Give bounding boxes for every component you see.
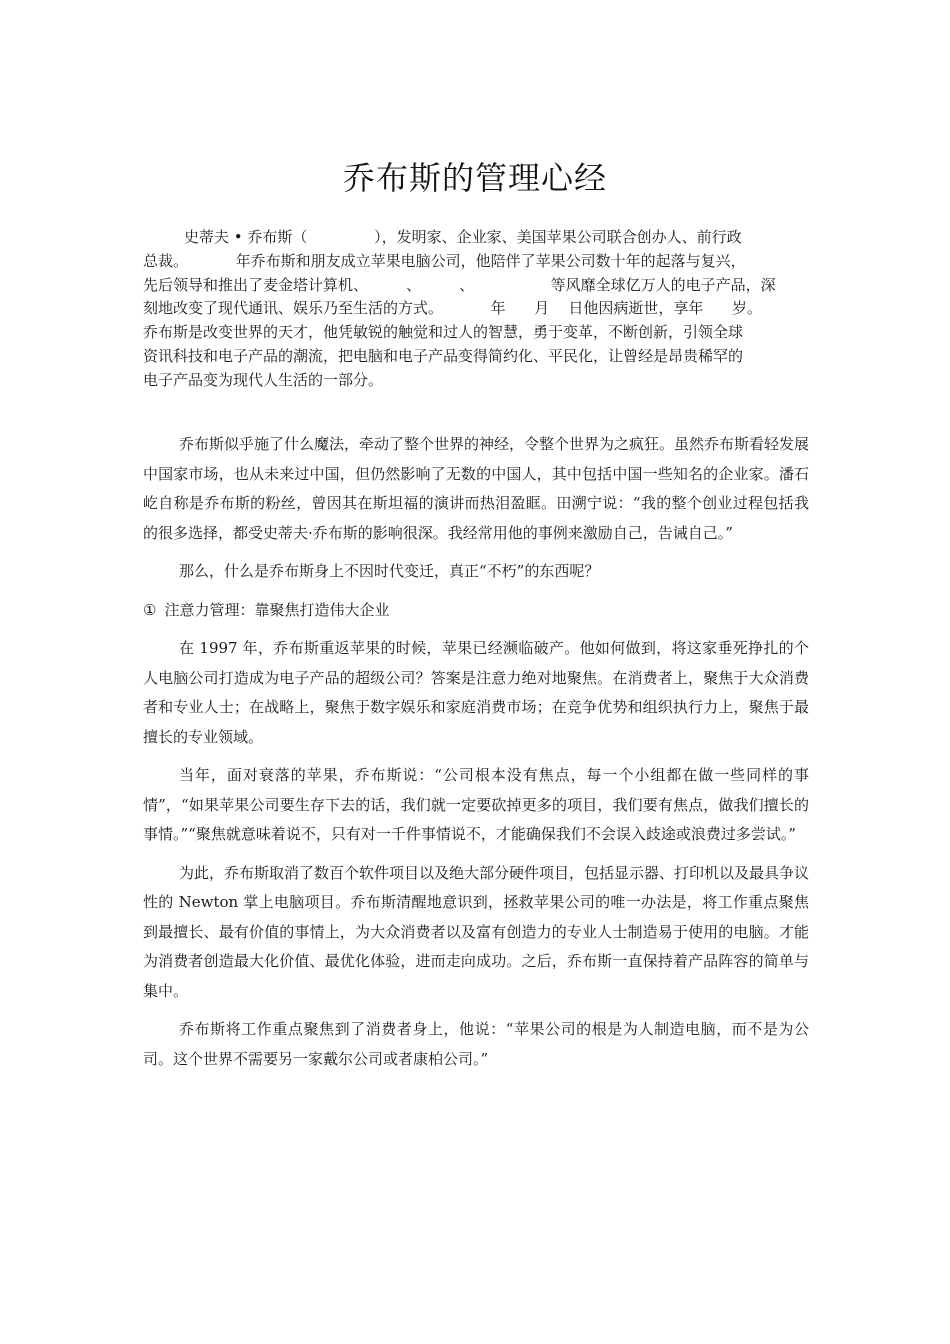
paragraph-quote: 当年，面对衰落的苹果，乔布斯说：“公司根本没有焦点，每一个小组都在做一些同样的事情”，“如果苹果公司要生存下去的话，我们就一定要砍掉更多的项目，我们要有焦点，做我们擅长的事情。”“聚焦就意味着说不，只有对一千件事情说不，才能确保我们不会误入歧途或浪费过多尝试。”: [143, 766, 809, 843]
page-title: 乔布斯的管理心经: [342, 159, 607, 198]
intro-line: 刻地改变了现代通讯、娱乐乃至生活的方式。 年 月 日他因病逝世，享年 岁。: [143, 299, 762, 318]
paragraph-question: 那么，什么是乔布斯身上不因时代变迁，真正“不朽”的东西呢？: [179, 562, 600, 580]
section-heading: [143, 596, 809, 626]
article-body: [143, 430, 809, 1083]
intro-line: 先后领导和推出了麦金塔计算机、 、 、 等风靡全球亿万人的电子产品，深: [143, 275, 776, 294]
intro-paragraph: [143, 226, 809, 393]
intro-line: 乔布斯是改变世界的天才，他凭敏锐的触觉和过人的智慧，勇于变革，不断创新，引领全球: [143, 323, 744, 342]
intro-line: 史蒂夫 • 乔布斯（ ），发明家、企业家、美国苹果公司联合创办人、前行政: [184, 228, 742, 246]
paragraph-cancel-projects: 为此，乔布斯取消了数百个软件项目以及绝大部分硬件项目，包括显示器、打印机以及最具争议性的 Newton 掌上电脑项目。乔布斯清醒地意识到，拯救苹果公司的唯一办法是，将工作重点聚焦到最擅长、最有价值的事情上，为大众消费者以及富有创造力的专业人士制造易于使用的电脑。才能为消费者创造最大化价值、最优化体验，进而走向成功。之后，乔布斯一直保持着产品阵容的简单与集中。: [143, 863, 810, 1000]
intro-line: 电子产品变为现代人生活的一部分。: [143, 370, 384, 389]
section-heading-text: 注意力管理：靠聚焦打造伟大企业: [164, 600, 390, 619]
section-number: ①: [143, 600, 157, 619]
paragraph-influence: 乔布斯似乎施了什么魔法，牵动了整个世界的神经，令整个世界为之疯狂。虽然乔布斯看轻发展中国家市场，也从未来过中国，但仍然影响了无数的中国人，其中包括中国一些知名的企业家。潘石屹自称是乔布斯的粉丝，曾因其在斯坦福的演讲而热泪盈眶。田溯宁说：“我的整个创业过程包括我的很多选择，都受史蒂夫·乔布斯的影响很深。我经常用他的事例来激励自己，告诫自己。”: [143, 435, 810, 542]
intro-line: 总裁。 年乔布斯和朋友成立苹果电脑公司，他陪伴了苹果公司数十年的起落与复兴，: [143, 251, 746, 270]
paragraph-consumer-focus: 乔布斯将工作重点聚焦到了消费者身上，他说：“苹果公司的根是为人制造电脑，而不是为公司。这个世界不需要另一家戴尔公司或者康柏公司。”: [143, 1020, 809, 1068]
paragraph-1997: 在 1997 年，乔布斯重返苹果的时候，苹果已经濒临破产。他如何做到，将这家垂死挣扎的个人电脑公司打造成为电子产品的超级公司？答案是注意力绝对地聚焦。在消费者上，聚焦于大众消费者和专业人士；在战略上，聚焦于数字娱乐和家庭消费市场；在竞争优势和组织执行力上，聚焦于最擅长的专业领域。: [143, 639, 809, 746]
intro-line: 资讯科技和电子产品的潮流，把电脑和电子产品变得简约化、平民化，让曾经是昂贵稀罕的: [143, 346, 744, 365]
